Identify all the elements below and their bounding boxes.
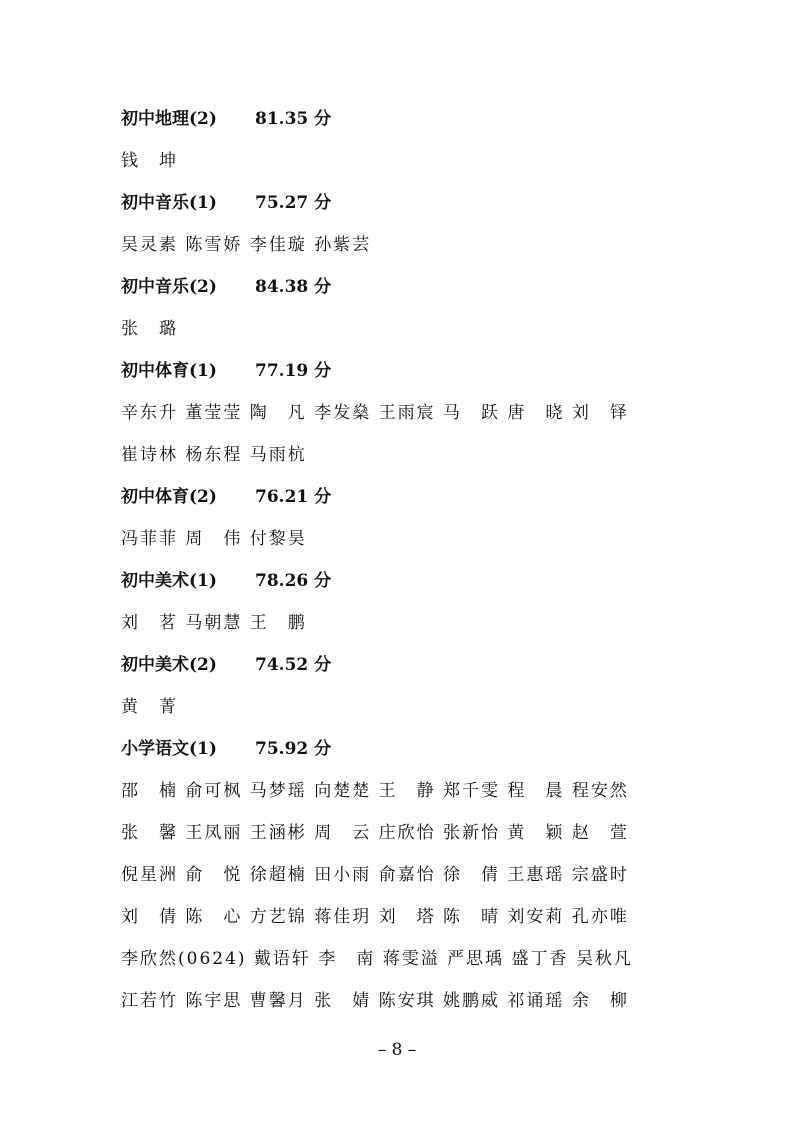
names-line: 崔诗林 杨东程 马雨杭 xyxy=(121,445,307,465)
subject-label: 初中音乐(1) xyxy=(121,193,217,213)
score-value: 76.21 分 xyxy=(255,487,332,507)
names-line: 黄 菁 xyxy=(121,697,178,717)
names-line: 刘 倩 陈 心 方艺锦 蒋佳玥 刘 塔 陈 晴 刘安莉 孔亦唯 xyxy=(121,907,629,927)
names-line: 江若竹 陈宇思 曹馨月 张 婧 陈安琪 姚鹏威 祁诵瑶 余 柳 xyxy=(121,991,629,1011)
subject-label: 初中体育(1) xyxy=(121,361,217,381)
score-value: 78.26 分 xyxy=(255,571,332,591)
subject-label: 初中体育(2) xyxy=(121,487,217,507)
subject-label: 初中地理(2) xyxy=(121,109,217,129)
section-heading xyxy=(121,266,641,308)
score-value: 84.38 分 xyxy=(255,277,332,297)
section-heading xyxy=(121,350,641,392)
section-heading xyxy=(121,476,641,518)
names-line: 吴灵素 陈雪娇 李佳璇 孙紫芸 xyxy=(121,235,372,255)
section-heading xyxy=(121,644,641,686)
score-value: 77.19 分 xyxy=(255,361,332,381)
score-value: 75.27 分 xyxy=(255,193,332,213)
score-value: 75.92 分 xyxy=(255,739,332,759)
score-list xyxy=(121,98,641,1022)
names-line: 李欣然(0624) 戴语轩 李 南 蒋雯溢 严思瑀 盛丁香 吴秋凡 xyxy=(121,949,633,969)
page-number: – 8 – xyxy=(377,1040,417,1060)
score-value: 81.35 分 xyxy=(255,109,332,129)
section-heading xyxy=(121,728,641,770)
subject-label: 初中美术(1) xyxy=(121,571,217,591)
subject-label: 初中音乐(2) xyxy=(121,277,217,297)
score-value: 74.52 分 xyxy=(255,655,332,675)
names-line: 张 馨 王凤丽 王涵彬 周 云 庄欣怡 张新怡 黄 颖 赵 萱 xyxy=(121,823,629,843)
names-line: 刘 茗 马朝慧 王 鹏 xyxy=(121,613,307,633)
section-heading xyxy=(121,560,641,602)
names-line: 辛东升 董莹莹 陶 凡 李发燊 王雨宸 马 跃 唐 晓 刘 铎 xyxy=(121,403,629,423)
section-heading xyxy=(121,98,641,140)
subject-label: 初中美术(2) xyxy=(121,655,217,675)
section-heading xyxy=(121,182,641,224)
names-line: 张 璐 xyxy=(121,319,178,339)
names-line: 邵 楠 俞可枫 马梦瑶 向楚楚 王 静 郑千雯 程 晨 程安然 xyxy=(121,781,629,801)
names-line: 冯菲菲 周 伟 付黎昊 xyxy=(121,529,307,549)
subject-label: 小学语文(1) xyxy=(121,739,217,759)
names-line: 倪星洲 俞 悦 徐超楠 田小雨 俞嘉怡 徐 倩 王惠瑶 宗盛时 xyxy=(121,865,629,885)
names-line: 钱 坤 xyxy=(121,151,178,171)
